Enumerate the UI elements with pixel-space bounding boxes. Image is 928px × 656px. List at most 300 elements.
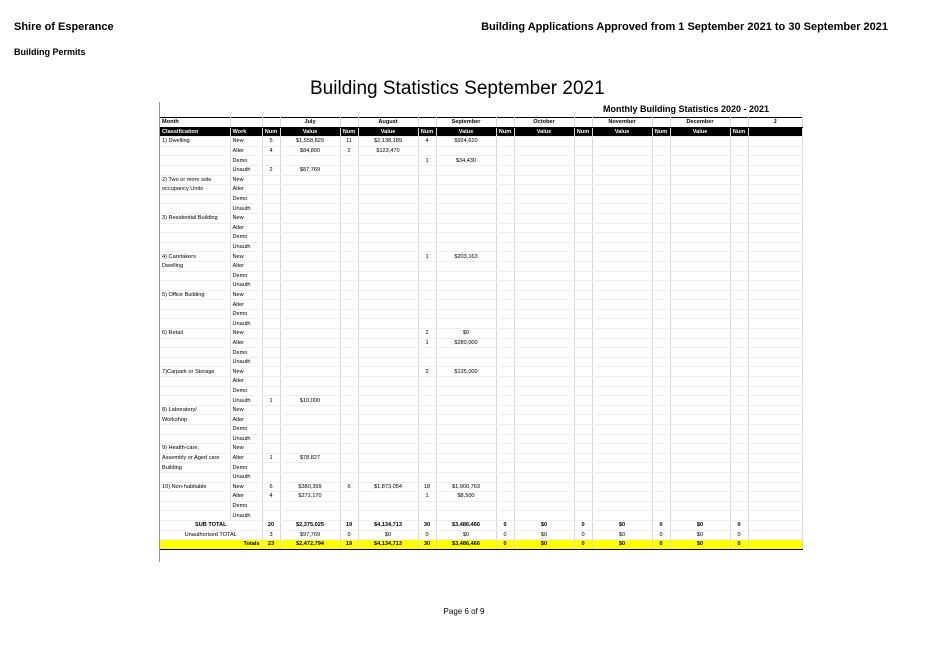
blank-cell [514,242,574,252]
blank-cell [280,511,340,521]
blank-cell [160,165,230,175]
blank-cell [436,261,496,271]
blank-cell [748,252,802,262]
blank-cell [358,405,418,415]
table-row [160,425,802,435]
work-type: Demo [230,348,262,358]
blank-cell [436,511,496,521]
blank-cell [418,233,436,243]
blank-cell [730,453,748,463]
blank-cell [592,281,652,291]
blank-cell [496,444,514,454]
blank-cell [652,261,670,271]
num-cell: 4 [418,137,436,147]
blank-cell [160,300,230,310]
blank-cell [652,511,670,521]
blank-cell [592,338,652,348]
blank-cell [160,511,230,521]
blank-cell [160,242,230,252]
blank-cell [418,165,436,175]
blank-cell [418,204,436,214]
blank-cell [262,194,280,204]
blank-cell [496,281,514,291]
table-row [160,444,802,454]
blank-cell [574,290,592,300]
table-row [160,309,802,319]
blank-cell [436,377,496,387]
num-cell: 2 [418,367,436,377]
blank-cell [340,290,358,300]
blank-cell [592,194,652,204]
value-cell: $0 [670,530,730,540]
blank-cell [748,233,802,243]
blank-cell [418,185,436,195]
blank-cell [340,453,358,463]
blank-cell [160,472,230,482]
blank-cell [748,511,802,521]
work-header: Work [230,127,262,137]
blank-cell [436,309,496,319]
blank-cell [514,290,574,300]
work-type: Unauth [230,396,262,406]
blank-cell [160,425,230,435]
blank-cell [574,377,592,387]
num-cell: 4 [262,146,280,156]
blank-cell [670,444,730,454]
blank-cell [730,233,748,243]
blank-cell [670,194,730,204]
blank-cell [418,357,436,367]
blank-cell [418,146,436,156]
blank-cell [358,175,418,185]
blank-cell [262,444,280,454]
blank-cell [358,233,418,243]
blank-cell [514,300,574,310]
blank-cell [592,204,652,214]
blank-cell [574,434,592,444]
blank-cell [730,367,748,377]
blank-cell [280,156,340,166]
value-cell: $0 [592,520,652,530]
month-header: September [436,118,496,128]
blank-cell [592,405,652,415]
blank-cell [730,434,748,444]
blank-cell [652,357,670,367]
blank-cell [748,482,802,492]
table-row [160,482,802,492]
num-cell: 1 [418,492,436,502]
blank-cell [574,338,592,348]
blank-cell [262,281,280,291]
table-row [160,386,802,396]
blank-cell [592,434,652,444]
blank-cell [748,185,802,195]
blank-cell [160,396,230,406]
table-row [160,492,802,502]
blank-cell [418,511,436,521]
blank-cell [574,146,592,156]
blank-cell [496,377,514,387]
work-type: Alter [230,300,262,310]
blank-cell [496,213,514,223]
blank-cell [358,204,418,214]
blank-cell [730,252,748,262]
blank-cell [592,261,652,271]
blank-cell [748,348,802,358]
blank-cell [514,386,574,396]
blank-cell [574,511,592,521]
blank-cell [748,175,802,185]
blank-cell [496,434,514,444]
blank-cell [730,463,748,473]
blank-cell [652,386,670,396]
blank-cell [418,348,436,358]
blank-cell [730,492,748,502]
blank-cell [418,396,436,406]
work-type: Demo [230,194,262,204]
blank-cell [496,386,514,396]
classification-label: Workshop [160,415,230,425]
blank-cell [358,338,418,348]
blank-cell [280,309,340,319]
work-type: Alter [230,377,262,387]
report-title: Building Applications Approved from 1 September 2021 to 30 September 2021 [481,21,888,33]
blank-cell [592,137,652,147]
blank-cell [574,165,592,175]
blank-cell [574,367,592,377]
blank-cell [730,290,748,300]
value-cell: $3,486,466 [436,540,496,550]
blank-cell [514,453,574,463]
work-type: Unauth [230,319,262,329]
blank-cell [418,281,436,291]
blank-cell [670,492,730,502]
table-row [160,242,802,252]
blank-cell [748,146,802,156]
blank-cell [496,290,514,300]
blank-cell [340,185,358,195]
month-header: J [748,118,802,128]
blank-cell [730,156,748,166]
blank-cell [280,425,340,435]
blank-cell [262,319,280,329]
blank-cell [592,472,652,482]
blank-cell [670,156,730,166]
work-type: Demo [230,386,262,396]
blank-cell [340,175,358,185]
num-header: Num [574,127,592,137]
totals-row-label: Totals [160,540,262,550]
blank-cell [592,357,652,367]
department-name: Building Permits [14,47,86,57]
work-type: Demo [230,425,262,435]
blank-cell [436,425,496,435]
classification-label: 6) Retail [160,329,230,339]
blank-cell [340,425,358,435]
table-row [160,348,802,358]
blank-cell [592,213,652,223]
work-type: New [230,482,262,492]
blank-cell [592,425,652,435]
blank-cell [592,386,652,396]
classification-label: Dwelling [160,261,230,271]
blank-cell [748,501,802,511]
blank-cell [160,492,230,502]
blank-cell [358,367,418,377]
work-type: Demo [230,271,262,281]
blank-cell [340,271,358,281]
spreadsheet-image [159,102,777,562]
blank-cell [730,204,748,214]
blank-cell [340,319,358,329]
blank-cell [574,463,592,473]
num-cell: 0 [652,540,670,550]
table-row [160,271,802,281]
blank-cell [262,434,280,444]
value-cell: $2,138,189 [358,137,418,147]
blank-cell [574,329,592,339]
blank-cell [748,444,802,454]
blank-cell [160,281,230,291]
blank-cell [670,319,730,329]
blank-cell [358,156,418,166]
blank-cell [514,213,574,223]
blank-cell [748,281,802,291]
blank-cell [574,118,592,128]
blank-cell [748,156,802,166]
blank-cell [436,434,496,444]
blank-cell [418,444,436,454]
blank-cell [262,511,280,521]
blank-cell [592,444,652,454]
value-cell: $2,472,794 [280,540,340,550]
blank-cell [436,501,496,511]
value-cell: $10,000 [280,396,340,406]
blank-cell [340,348,358,358]
blank-cell [262,309,280,319]
work-type: Unauth [230,434,262,444]
blank-cell [574,425,592,435]
blank-cell [418,175,436,185]
blank-cell [730,194,748,204]
blank-cell [418,194,436,204]
blank-cell [340,357,358,367]
blank-cell [280,185,340,195]
blank-cell [592,348,652,358]
blank-cell [514,175,574,185]
blank-cell [652,329,670,339]
blank-cell [730,444,748,454]
blank-cell [418,309,436,319]
num-header: Num [730,127,748,137]
blank-cell [280,233,340,243]
blank-cell [358,213,418,223]
blank-cell [514,357,574,367]
num-cell: 1 [418,156,436,166]
subtotal-row [160,520,802,530]
value-header: Value [358,127,418,137]
blank-cell [652,146,670,156]
value-cell: $0 [436,329,496,339]
blank-cell [730,146,748,156]
blank-cell [280,175,340,185]
blank-cell [574,319,592,329]
blank-cell [652,165,670,175]
blank-cell [748,377,802,387]
month-header: November [592,118,652,128]
blank-cell [670,377,730,387]
blank-cell [160,386,230,396]
blank-cell [436,319,496,329]
blank-cell [340,261,358,271]
classification-label: 5) Office Building [160,290,230,300]
blank-cell [730,415,748,425]
blank-cell [280,338,340,348]
num-cell: 0 [574,520,592,530]
num-cell: 1 [262,396,280,406]
num-cell: 2 [340,146,358,156]
table-row [160,396,802,406]
blank-cell [592,175,652,185]
blank-cell [730,261,748,271]
blank-cell [592,367,652,377]
blank-cell [358,357,418,367]
blank-cell [496,242,514,252]
blank-cell [418,472,436,482]
blank-cell [652,204,670,214]
blank-cell [496,501,514,511]
num-cell: 0 [340,530,358,540]
blank-cell [574,185,592,195]
classification-header: Classification [160,127,230,137]
blank-cell [262,405,280,415]
num-cell: 20 [262,520,280,530]
blank-cell [496,271,514,281]
blank-cell [436,194,496,204]
value-cell: $272,170 [280,492,340,502]
blank-cell [574,261,592,271]
value-cell: $0 [358,530,418,540]
classification-label: Building [160,463,230,473]
classification-label: 4) Caretakers [160,252,230,262]
num-cell: 1 [418,338,436,348]
blank-cell [748,137,802,147]
blank-cell [670,425,730,435]
blank-cell [160,233,230,243]
blank-cell [358,329,418,339]
blank-cell [340,434,358,444]
blank-cell [652,425,670,435]
blank-cell [748,396,802,406]
blank-cell [160,204,230,214]
unauthorised-total-row [160,530,802,540]
blank-cell [748,213,802,223]
value-cell: $1,900,763 [436,482,496,492]
blank-cell [262,271,280,281]
blank-cell [436,348,496,358]
blank-cell [730,482,748,492]
table-row [160,453,802,463]
num-cell: 3 [262,530,280,540]
blank-cell [592,415,652,425]
blank-cell [574,204,592,214]
blank-cell [652,281,670,291]
blank-cell [262,252,280,262]
blank-cell [496,146,514,156]
blank-cell [358,261,418,271]
num-cell: 11 [340,137,358,147]
table-row [160,415,802,425]
blank-cell [592,271,652,281]
blank-cell [514,396,574,406]
blank-cell [730,357,748,367]
blank-cell [514,329,574,339]
work-type: Alter [230,185,262,195]
blank-cell [514,434,574,444]
blank-cell [436,472,496,482]
blank-cell [340,492,358,502]
work-type: New [230,252,262,262]
work-type: New [230,405,262,415]
work-type: Unauth [230,357,262,367]
blank-cell [160,156,230,166]
blank-cell [514,146,574,156]
value-cell: $0 [592,530,652,540]
blank-cell [652,271,670,281]
blank-cell [670,511,730,521]
blank-cell [496,185,514,195]
value-header: Value [514,127,574,137]
blank-cell [358,472,418,482]
classification-label: 2) Two or more sole [160,175,230,185]
blank-cell [340,223,358,233]
blank-cell [436,386,496,396]
work-type: Alter [230,415,262,425]
blank-cell [574,453,592,463]
blank-cell [730,213,748,223]
blank-cell [748,492,802,502]
blank-cell [592,309,652,319]
blank-cell [748,472,802,482]
blank-cell [652,453,670,463]
blank-cell [496,482,514,492]
blank-cell [358,444,418,454]
blank-cell [358,511,418,521]
blank-cell [280,357,340,367]
num-cell: 0 [418,530,436,540]
blank-cell [280,300,340,310]
blank-cell [358,252,418,262]
blank-cell [514,233,574,243]
table-row [160,185,802,195]
blank-cell [418,405,436,415]
blank-cell [592,185,652,195]
blank-cell [514,482,574,492]
month-label: Month [160,118,230,128]
blank-cell [514,271,574,281]
blank-cell [340,338,358,348]
blank-cell [280,501,340,511]
blank-cell [574,415,592,425]
value-cell: $78,827 [280,453,340,463]
blank-cell [496,118,514,128]
table-row [160,261,802,271]
blank-cell [418,213,436,223]
blank-cell [514,223,574,233]
blank-cell [730,281,748,291]
blank-cell [748,194,802,204]
blank-cell [748,463,802,473]
